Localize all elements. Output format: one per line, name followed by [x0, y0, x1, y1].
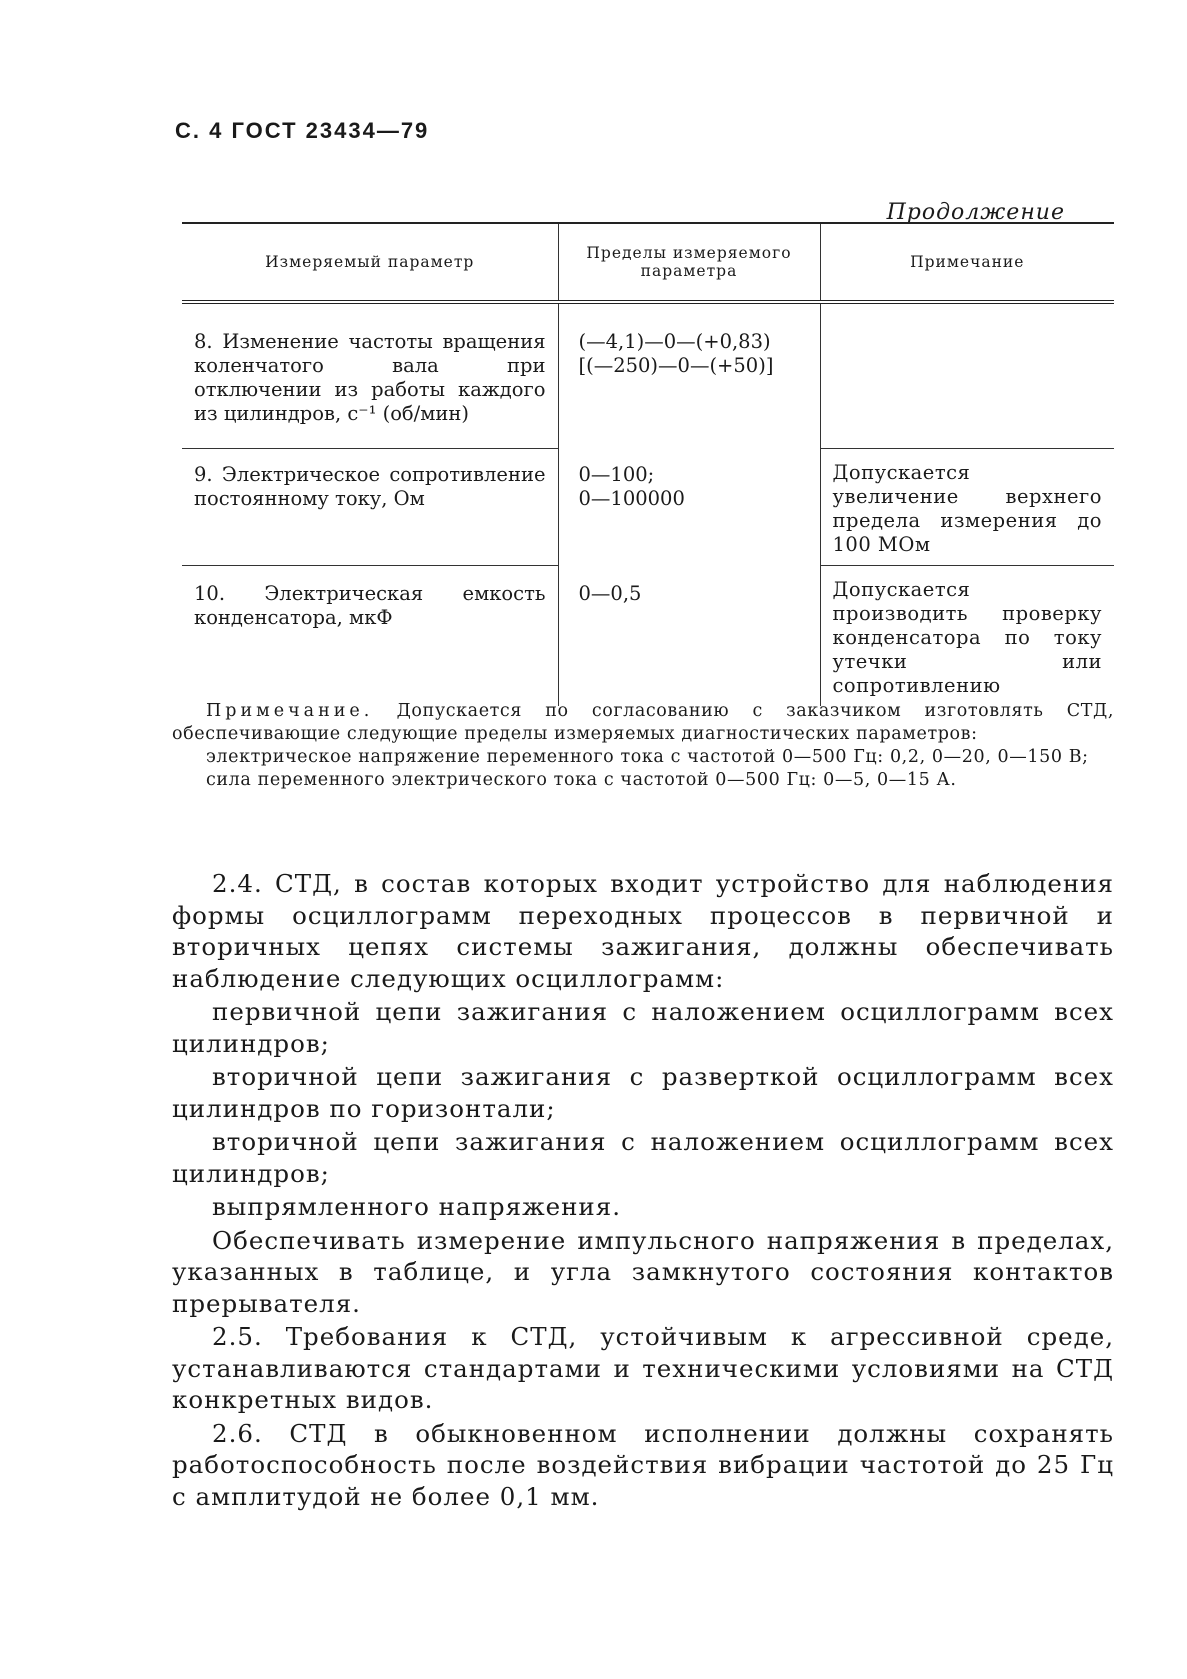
column-header-range: Пределы измеряемого параметра [558, 223, 820, 302]
clause-2-4: 2.4. СТД, в состав которых входит устройство для наблюдения формы осциллограмм переходных процессов в первичной и вторичных цепях системы зажигания, должны обеспечивать наблюдение следующих осциллограмм: [172, 869, 1114, 993]
range-line: 0—100000 [578, 486, 685, 510]
body-text [172, 868, 1114, 1514]
note-item: сила переменного электрического тока с частотой 0—500 Гц: 0—5, 0—15 А. [206, 770, 957, 790]
clause-2-4-item: вторичной цепи зажигания с наложением осциллограмм всех цилиндров; [172, 1127, 1114, 1188]
range-line: [(—250)—0—(+50)] [578, 354, 774, 377]
table-header-row [182, 223, 1114, 302]
table-row [182, 566, 1114, 707]
table-row [182, 449, 1114, 566]
note-intro-text: Допускается по согласованию с заказчиком изготовлять СТД, обеспечивающие следующие пределы измеряемых диагностических параметров: [172, 701, 1114, 744]
table-cell-note [820, 302, 1114, 449]
column-header-parameter: Измеряемый параметр [182, 223, 558, 302]
parameters-table [182, 222, 1114, 706]
page-header: С. 4 ГОСТ 23434—79 [175, 118, 430, 143]
clause-2-4-item: первичной цепи зажигания с наложением осциллограмм всех цилиндров; [172, 997, 1114, 1058]
clause-2-4-item: вторичной цепи зажигания с разверткой осциллограмм всех цилиндров по горизонтали; [172, 1062, 1114, 1123]
column-header-note: Примечание [820, 223, 1114, 302]
table-cell-range [558, 449, 820, 566]
table-note [172, 700, 1114, 792]
clause-2-6: 2.6. СТД в обыкновенном исполнении должны сохранять работоспособность после воздействия вибрации частотой до 25 Гц с амплитудой не более 0,1 мм. [172, 1418, 1114, 1511]
clause-2-5: 2.5. Требования к СТД, устойчивым к агрессивной среде, устанавливаются стандартами и техническими условиями на СТД конкретных видов. [172, 1322, 1114, 1414]
range-line: 0—0,5 [578, 581, 642, 605]
table-cell-range [558, 566, 820, 707]
range-line: (—4,1)—0—(+0,83) [578, 330, 771, 353]
clause-2-4-measurement: Обеспечивать измерение импульсного напряжения в пределах, указанных в таблице, и угла замкнутого состояния контактов прерывателя. [172, 1225, 1114, 1318]
range-line: 0—100; [578, 462, 655, 486]
note-item: электрическое напряжение переменного тока с частотой 0—500 Гц: 0,2, 0—20, 0—150 В; [206, 747, 1089, 767]
table-cell-note: Допускается производить проверку конденсатора по току утечки или сопротивлению [820, 566, 1114, 707]
table-cell-parameter: 10. Электрическая емкость конденсатора, мкФ [194, 582, 546, 629]
table-continuation-label: Продолжение [886, 200, 1065, 225]
table-cell-parameter: 8. Изменение частоты вращения коленчатого вала при отключении из работы каждого из цилиндров, с⁻¹ (об/мин) [182, 302, 558, 449]
clause-2-4-item: выпрямленного напряжения. [212, 1192, 622, 1221]
table-row [182, 302, 1114, 449]
table-cell-parameter: 9. Электрическое сопротивление постоянному току, Ом [182, 449, 558, 566]
table-cell-range [558, 302, 820, 449]
note-label: Примечание. [206, 701, 374, 721]
note-intro [172, 700, 1114, 746]
table-cell-note: Допускается увеличение верхнего предела измерения до 100 МОм [820, 449, 1114, 566]
